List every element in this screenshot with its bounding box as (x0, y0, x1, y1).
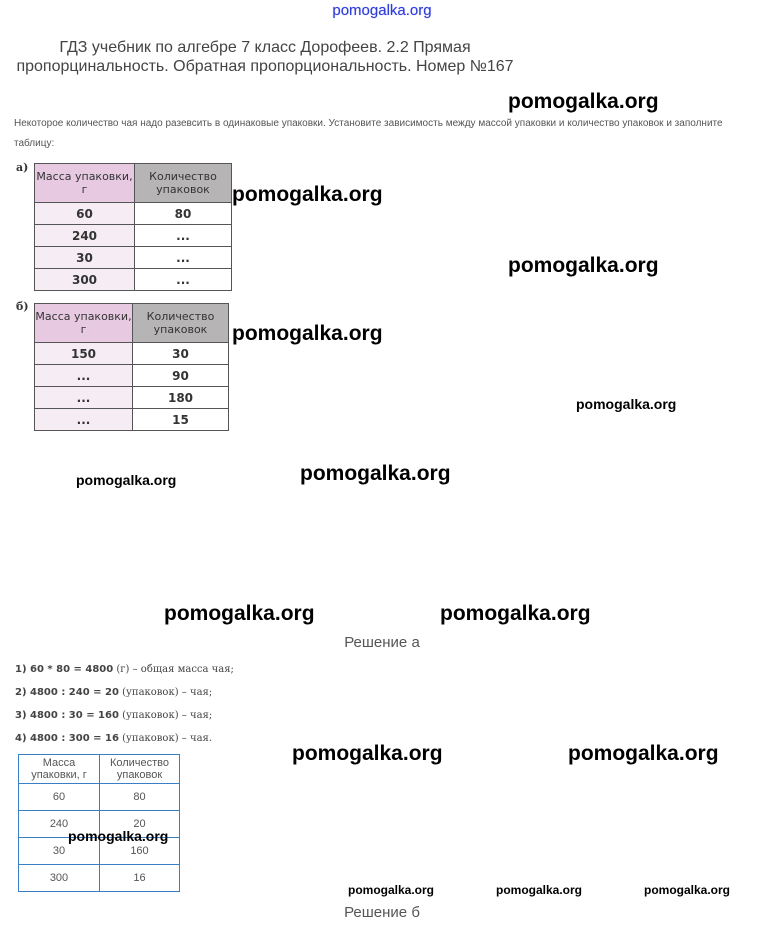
header-count: Количество упаковок (133, 304, 229, 343)
cell-mass: 300 (35, 269, 135, 291)
cell-mass: 300 (19, 865, 100, 892)
watermark: pomogalka.org (644, 883, 731, 897)
watermark: pomogalka.org (232, 322, 383, 345)
watermark: pomogalka.org (292, 742, 443, 765)
cell-count: 160 (100, 838, 180, 865)
cell-count: 90 (133, 365, 229, 387)
header-mass: Масса упаковки, г (35, 164, 135, 203)
watermark: pomogalka.org (568, 742, 719, 765)
cell-mass: 30 (35, 247, 135, 269)
step-text: (упаковок) – чая; (118, 687, 213, 698)
cell-mass: ... (35, 365, 133, 387)
cell-count: 80 (100, 784, 180, 811)
watermark: pomogalka.org (164, 602, 315, 625)
step-text: (упаковок) – чая. (118, 733, 213, 744)
part-b-label: б) (16, 300, 29, 313)
watermark: pomogalka.org (68, 828, 169, 844)
cell-count: ... (135, 269, 232, 291)
cell-mass: ... (35, 387, 133, 409)
table-header-row (35, 164, 232, 203)
cell-count: 15 (133, 409, 229, 431)
solution-step (15, 710, 212, 721)
solution-step (15, 687, 212, 698)
solution-step (15, 733, 212, 744)
table-row (35, 247, 232, 269)
site-link[interactable]: pomogalka.org (332, 2, 432, 19)
watermark: pomogalka.org (508, 90, 659, 113)
header-count: Количество упаковок (100, 755, 180, 784)
step-expression: 4) 4800 : 300 = 16 (15, 733, 119, 744)
header-mass: Масса упаковки, г (19, 755, 100, 784)
watermark: pomogalka.org (76, 472, 177, 488)
cell-count: 20 (100, 811, 180, 838)
cell-count: 180 (133, 387, 229, 409)
cell-count: 30 (133, 343, 229, 365)
header-count: Количество упаковок (135, 164, 232, 203)
table-row (19, 784, 180, 811)
cell-mass: 30 (19, 838, 100, 865)
cell-count: 16 (100, 865, 180, 892)
table-row (35, 269, 232, 291)
watermark: pomogalka.org (508, 254, 659, 277)
step-text: (г) – общая масса чая; (113, 664, 234, 675)
cell-count: 80 (135, 203, 232, 225)
problem-table-a (34, 163, 232, 291)
table-header-row (19, 755, 180, 784)
cell-mass: 150 (35, 343, 133, 365)
watermark: pomogalka.org (496, 883, 583, 897)
watermark: pomogalka.org (348, 883, 435, 897)
watermark: pomogalka.org (440, 602, 591, 625)
cell-count: ... (135, 247, 232, 269)
solution-table-a (18, 754, 180, 892)
step-expression: 3) 4800 : 30 = 160 (15, 710, 119, 721)
part-a-label: а) (16, 161, 29, 174)
watermark: pomogalka.org (232, 183, 383, 206)
table-row (35, 225, 232, 247)
table-header-row (35, 304, 229, 343)
table-row (35, 409, 229, 431)
table-row (35, 365, 229, 387)
problem-table-b (34, 303, 229, 431)
cell-mass: 240 (35, 225, 135, 247)
cell-mass: 240 (19, 811, 100, 838)
page-title: ГДЗ учебник по алгебре 7 класс Дорофеев. 2.2 Прямая пропорцинальность. Обратная пропорциональность. Номер №167 (16, 39, 514, 75)
cell-mass: 60 (35, 203, 135, 225)
watermark: pomogalka.org (300, 462, 451, 485)
step-expression: 2) 4800 : 240 = 20 (15, 687, 119, 698)
watermark: pomogalka.org (576, 396, 677, 412)
step-expression: 1) 60 * 80 = 4800 (15, 664, 114, 675)
cell-mass: ... (35, 409, 133, 431)
table-row (35, 343, 229, 365)
table-row (19, 865, 180, 892)
step-text: (упаковок) – чая; (118, 710, 213, 721)
solution-step (15, 664, 234, 675)
cell-count: ... (135, 225, 232, 247)
cell-mass: 60 (19, 784, 100, 811)
table-row (35, 387, 229, 409)
problem-text: Некоторое количество чая надо разевсить в одинаковые упаковки. Установите зависимость между массой упаковки и количество упаковок и заполните таблицу: (14, 118, 723, 149)
table-row (35, 203, 232, 225)
header-mass: Масса упаковки, г (35, 304, 133, 343)
solution-a-heading: Решение а (344, 634, 420, 651)
solution-b-heading: Решение б (344, 904, 420, 921)
